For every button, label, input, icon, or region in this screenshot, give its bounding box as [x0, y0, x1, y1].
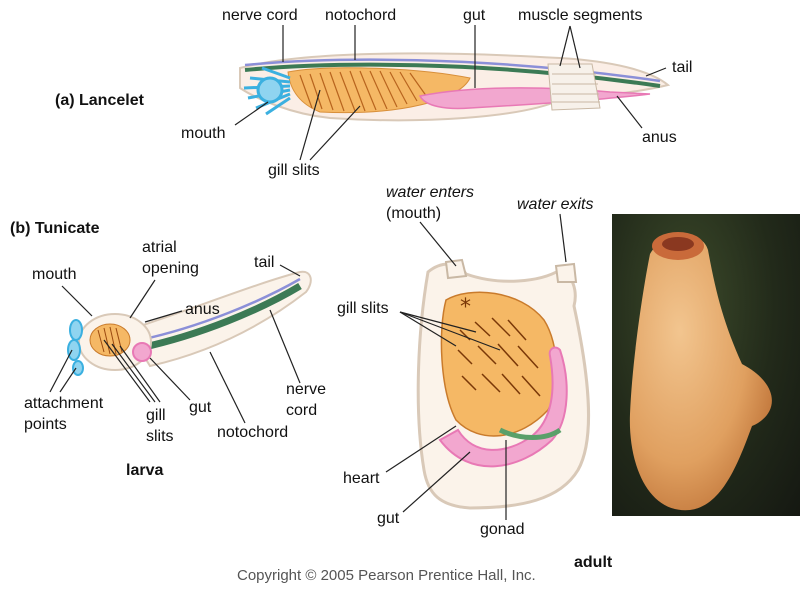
adult-gut-label: gut	[377, 510, 400, 527]
larva-nerve-label-1: nerve	[286, 381, 327, 398]
larva-nerve-label-2: cord	[286, 402, 318, 419]
lancelet-tail-label: tail	[672, 59, 693, 76]
lancelet-muscle-segments	[548, 64, 600, 110]
adult-caption: adult	[574, 554, 613, 571]
tunicate-photo	[612, 214, 800, 516]
larva-gill-label-2: slits	[146, 428, 174, 445]
larva-attachment-label-2: points	[24, 416, 67, 433]
larva-tail-label: tail	[254, 254, 275, 271]
lancelet-gut-label: gut	[463, 7, 486, 24]
larva-gut-label: gut	[189, 399, 212, 416]
adult-gonad-label: gonad	[480, 521, 525, 538]
photo-tunicate-body	[630, 235, 772, 510]
lancelet-gill-slits-label: gill slits	[268, 162, 320, 179]
larva-gut	[133, 343, 151, 361]
adult-water-exits-label: water exits	[517, 196, 594, 213]
adult-mouth-label: (mouth)	[386, 205, 442, 222]
larva-attachment-label-1: attachment	[24, 395, 104, 412]
copyright-notice: Copyright © 2005 Pearson Prentice Hall, Inc.	[237, 567, 536, 584]
larva-anus-label: anus	[185, 301, 220, 318]
larva-notochord-label: notochord	[217, 424, 289, 441]
lancelet-nerve-cord-label: nerve cord	[222, 7, 298, 24]
tunicate-adult-drawing	[418, 260, 588, 508]
tunicate-larva-drawing	[68, 272, 311, 375]
larva-atrial-label-2: opening	[142, 260, 199, 277]
larva-attachment-points	[68, 320, 83, 375]
adult-star: *	[460, 295, 471, 320]
larva-atrial-label-1: atrial	[142, 239, 177, 256]
lancelet-drawing	[240, 53, 668, 120]
lancelet-muscle-segments-label: muscle segments	[518, 7, 643, 24]
larva-caption: larva	[126, 462, 164, 479]
lancelet-mouth-label: mouth	[181, 125, 226, 142]
adult-water-enters-label: water enters	[386, 184, 475, 201]
larva-mouth-label: mouth	[32, 266, 77, 283]
lancelet-anus-label: anus	[642, 129, 677, 146]
adult-heart-label: heart	[343, 470, 380, 487]
larva-gill-label-1: gill	[146, 407, 166, 424]
tunicate-title: (b) Tunicate	[10, 220, 100, 237]
lancelet-notochord-label: notochord	[325, 7, 397, 24]
adult-pharynx	[441, 292, 556, 436]
lancelet-title: (a) Lancelet	[55, 92, 144, 109]
adult-gill-slits-label: gill slits	[337, 300, 389, 317]
